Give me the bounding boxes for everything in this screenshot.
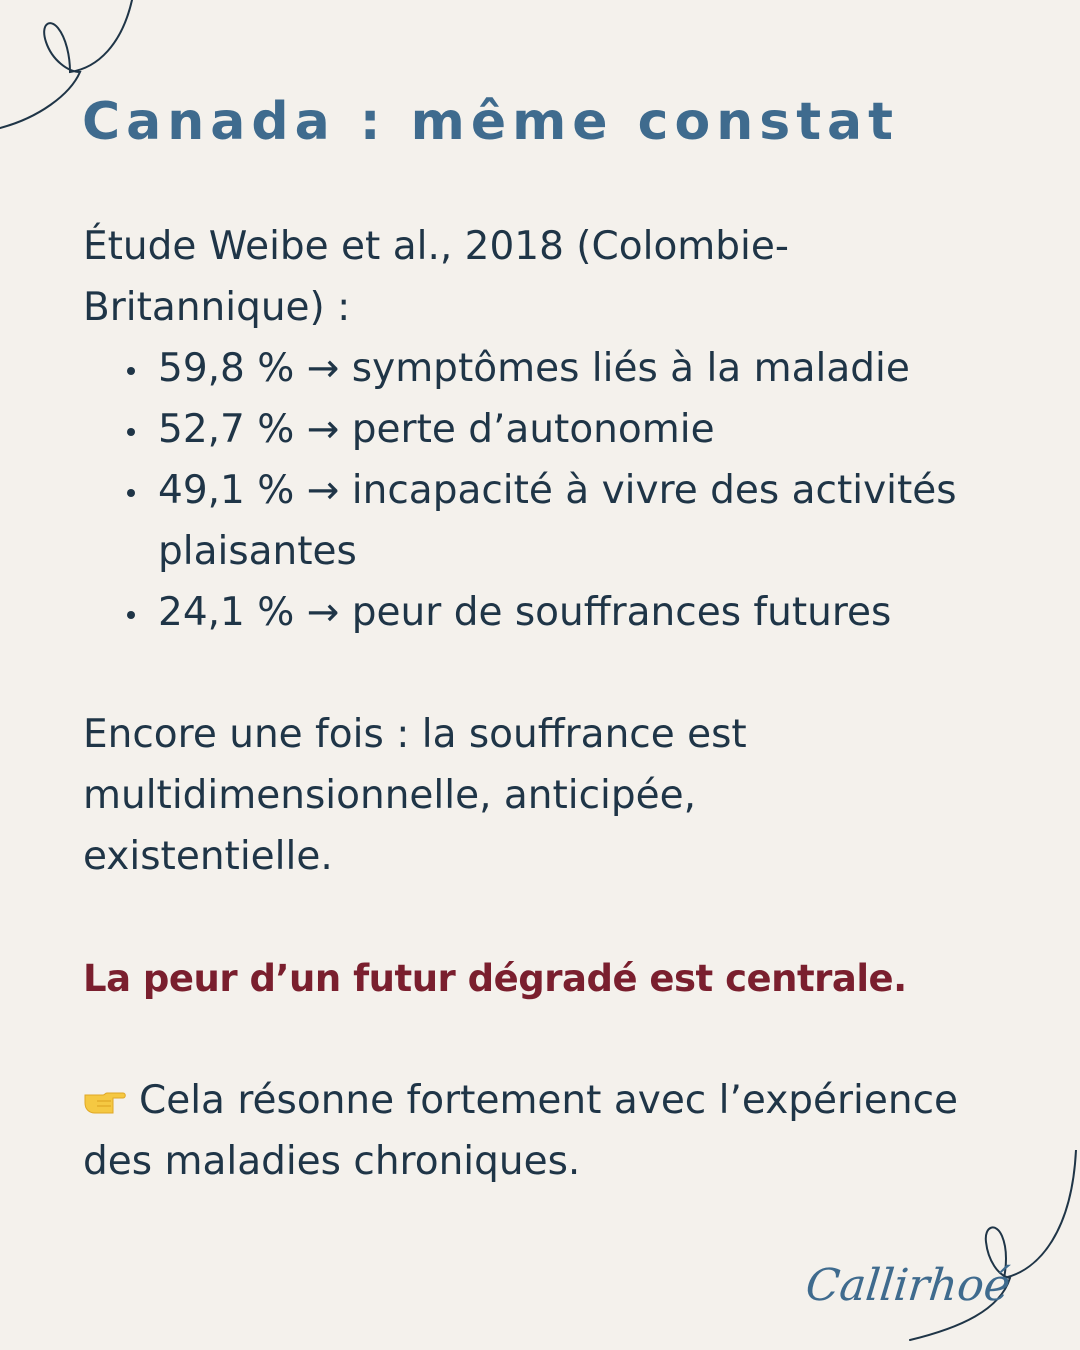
list-item: [158, 582, 978, 643]
list-item: [158, 338, 978, 399]
arrow-icon: →: [306, 346, 340, 391]
stats-list: [83, 338, 978, 643]
closing-sentence: Cela résonne fortement avec l’expérience des maladies chroniques.: [83, 1078, 959, 1184]
stat-label: incapacité à vivre des activités plaisantes: [158, 468, 957, 574]
list-item: [158, 460, 978, 582]
arrow-icon: →: [306, 590, 340, 635]
stat-value: 49,1 %: [158, 468, 295, 513]
spacer: [83, 887, 983, 948]
spacer: [83, 1009, 983, 1070]
pointing-hand-icon: [83, 1085, 127, 1115]
stat-value: 52,7 %: [158, 407, 295, 452]
highlight-statement: La peur d’un futur dégradé est centrale.: [83, 957, 907, 1000]
conclusion-text: Encore une fois : la souffrance est multidimensionnelle, anticipée, existentielle.: [83, 712, 747, 879]
stat-label: symptômes liés à la maladie: [351, 346, 910, 391]
closing-text: [83, 1070, 983, 1192]
stat-value: 59,8 %: [158, 346, 295, 391]
page-title: Canada : même constat: [82, 92, 900, 152]
stat-value: 24,1 %: [158, 590, 295, 635]
list-item: [158, 399, 978, 460]
main-content: [83, 216, 983, 1192]
signature: Callirhoé: [803, 1260, 1013, 1311]
stat-label: perte d’autonomie: [351, 407, 715, 452]
arrow-icon: →: [306, 468, 340, 513]
arrow-icon: →: [306, 407, 340, 452]
spacer: [83, 643, 983, 704]
stat-label: peur de souffrances futures: [351, 590, 892, 635]
study-intro: Étude Weibe et al., 2018 (Colombie-Britannique) :: [83, 224, 789, 330]
